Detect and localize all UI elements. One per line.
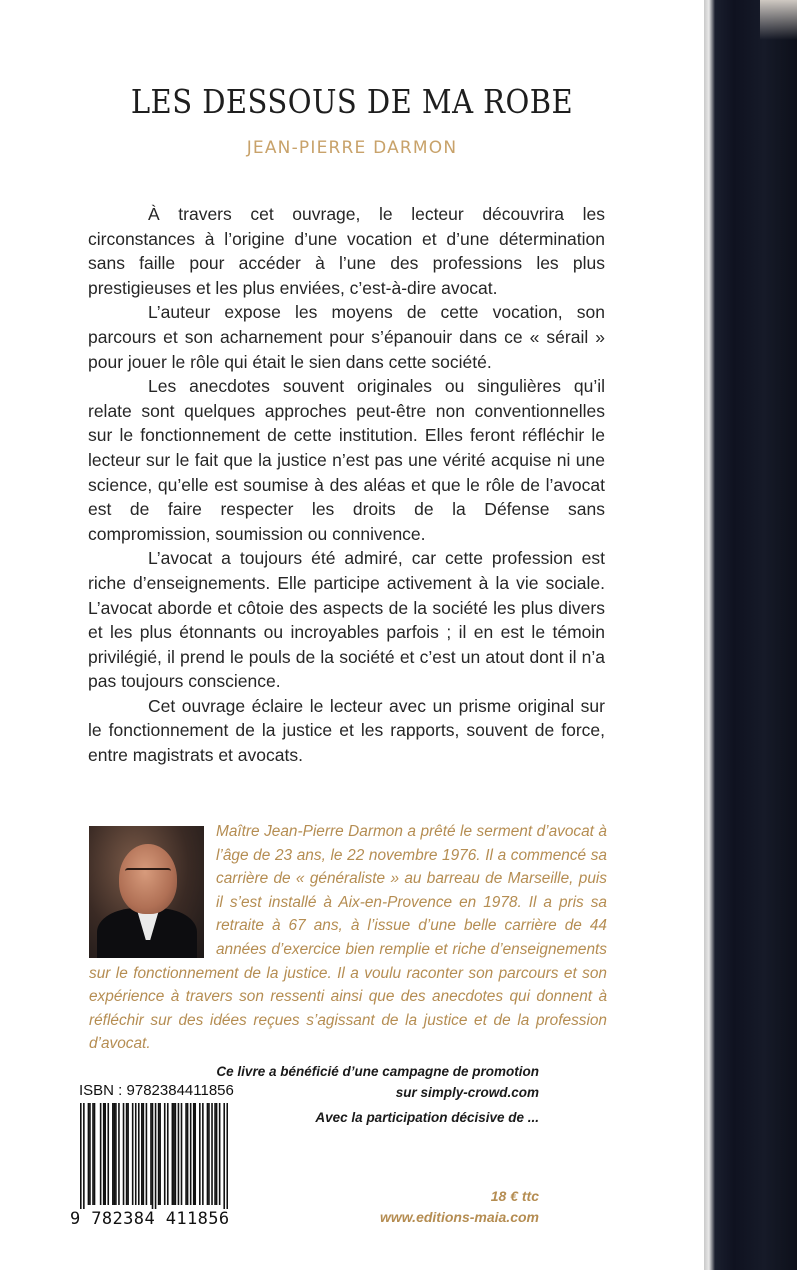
bio-text: Maître Jean-Pierre Darmon a prêté le serment d’avocat à l’âge de 23 ans, le 22 novembre 1976. Il a commencé sa carrière de « généraliste » au barreau de Marseille, puis il s’est installé à Aix-en-Provence en 1978. Il a pris sa retraite à 67 ans, à l’issue d’une belle carrière de 44 années d’exercice bien remplie et riche d’enseignements sur le fonctionnement de la justice. Il a voulu raconter son parcours et son expérience à travers son ressenti ainsi que des anecdotes qui donnent à réfléchir sur des idées reçues s’agissant de la justice et de la profession d’avocat. (89, 823, 607, 1053)
promo-text (216, 1061, 539, 1103)
publisher-website: www.editions-maia.com (380, 1209, 539, 1225)
blurb-paragraph: À travers cet ouvrage, le lecteur découvrira les circonstances à l’origine d’une vocation et d’une détermination sans faille pour accéder à l’une des professions les plus prestigieuses et les plus enviées, c’est-à-dire avocat. (88, 204, 605, 298)
photo-spacer (89, 820, 216, 960)
author-name: JEAN-PIERRE DARMON (246, 138, 458, 158)
spine-highlight (760, 0, 797, 40)
barcode-digits: 9 782384 411856 (70, 1209, 230, 1229)
isbn-label: ISBN : 9782384411856 (79, 1082, 234, 1099)
author-bio (89, 820, 607, 1056)
promo-line-2: sur simply-crowd.com (395, 1085, 539, 1100)
blurb-paragraph: Les anecdotes souvent originales ou singulières qu’il relate sont quelques approches peut-être non conventionnelles sur le fonctionnement de cette institution. Elles feront réfléchir le lecteur sur le fait que la justice n’est pas une vérité acquise ni une science, qu’elle est soumise à des aléas et que le rôle de l’avocat est de faire respecter les droits de la Défense sans compromission, soumission ou connivence. (88, 376, 605, 544)
barcode (80, 1103, 228, 1225)
blurb-paragraph: L’avocat a toujours été admiré, car cette profession est riche d’enseignements. Elle participe activement à la vie sociale. L’avocat aborde et côtoie des aspects de la société les plus divers et les plus étonnants ou incroyables parfois ; il en est le témoin privilégié, il prend le pouls de la société et c’est un atout dont il n’a pas toujours conscience. (88, 548, 605, 692)
blurb-text (88, 202, 605, 768)
barcode-bars (80, 1103, 228, 1215)
blurb-paragraph: Cet ouvrage éclaire le lecteur avec un prisme original sur le fonctionnement de la justice et les rapports, souvent de force, entre magistrats et avocats. (88, 695, 605, 766)
price-block (380, 1186, 539, 1228)
promo-line-1: Ce livre a bénéficié d’une campagne de promotion (216, 1064, 539, 1079)
blurb-paragraph: L’auteur expose les moyens de cette vocation, son parcours et son acharnement pour s’épanouir dans ce « sérail » pour jouer le rôle qui était le sien dans cette société. (88, 302, 605, 372)
price: 18 € ttc (490, 1188, 539, 1204)
book-spine (704, 0, 797, 1270)
participation-text: Avec la participation décisive de ... (315, 1110, 539, 1125)
book-title: LES DESSOUS DE MA ROBE (130, 82, 574, 121)
